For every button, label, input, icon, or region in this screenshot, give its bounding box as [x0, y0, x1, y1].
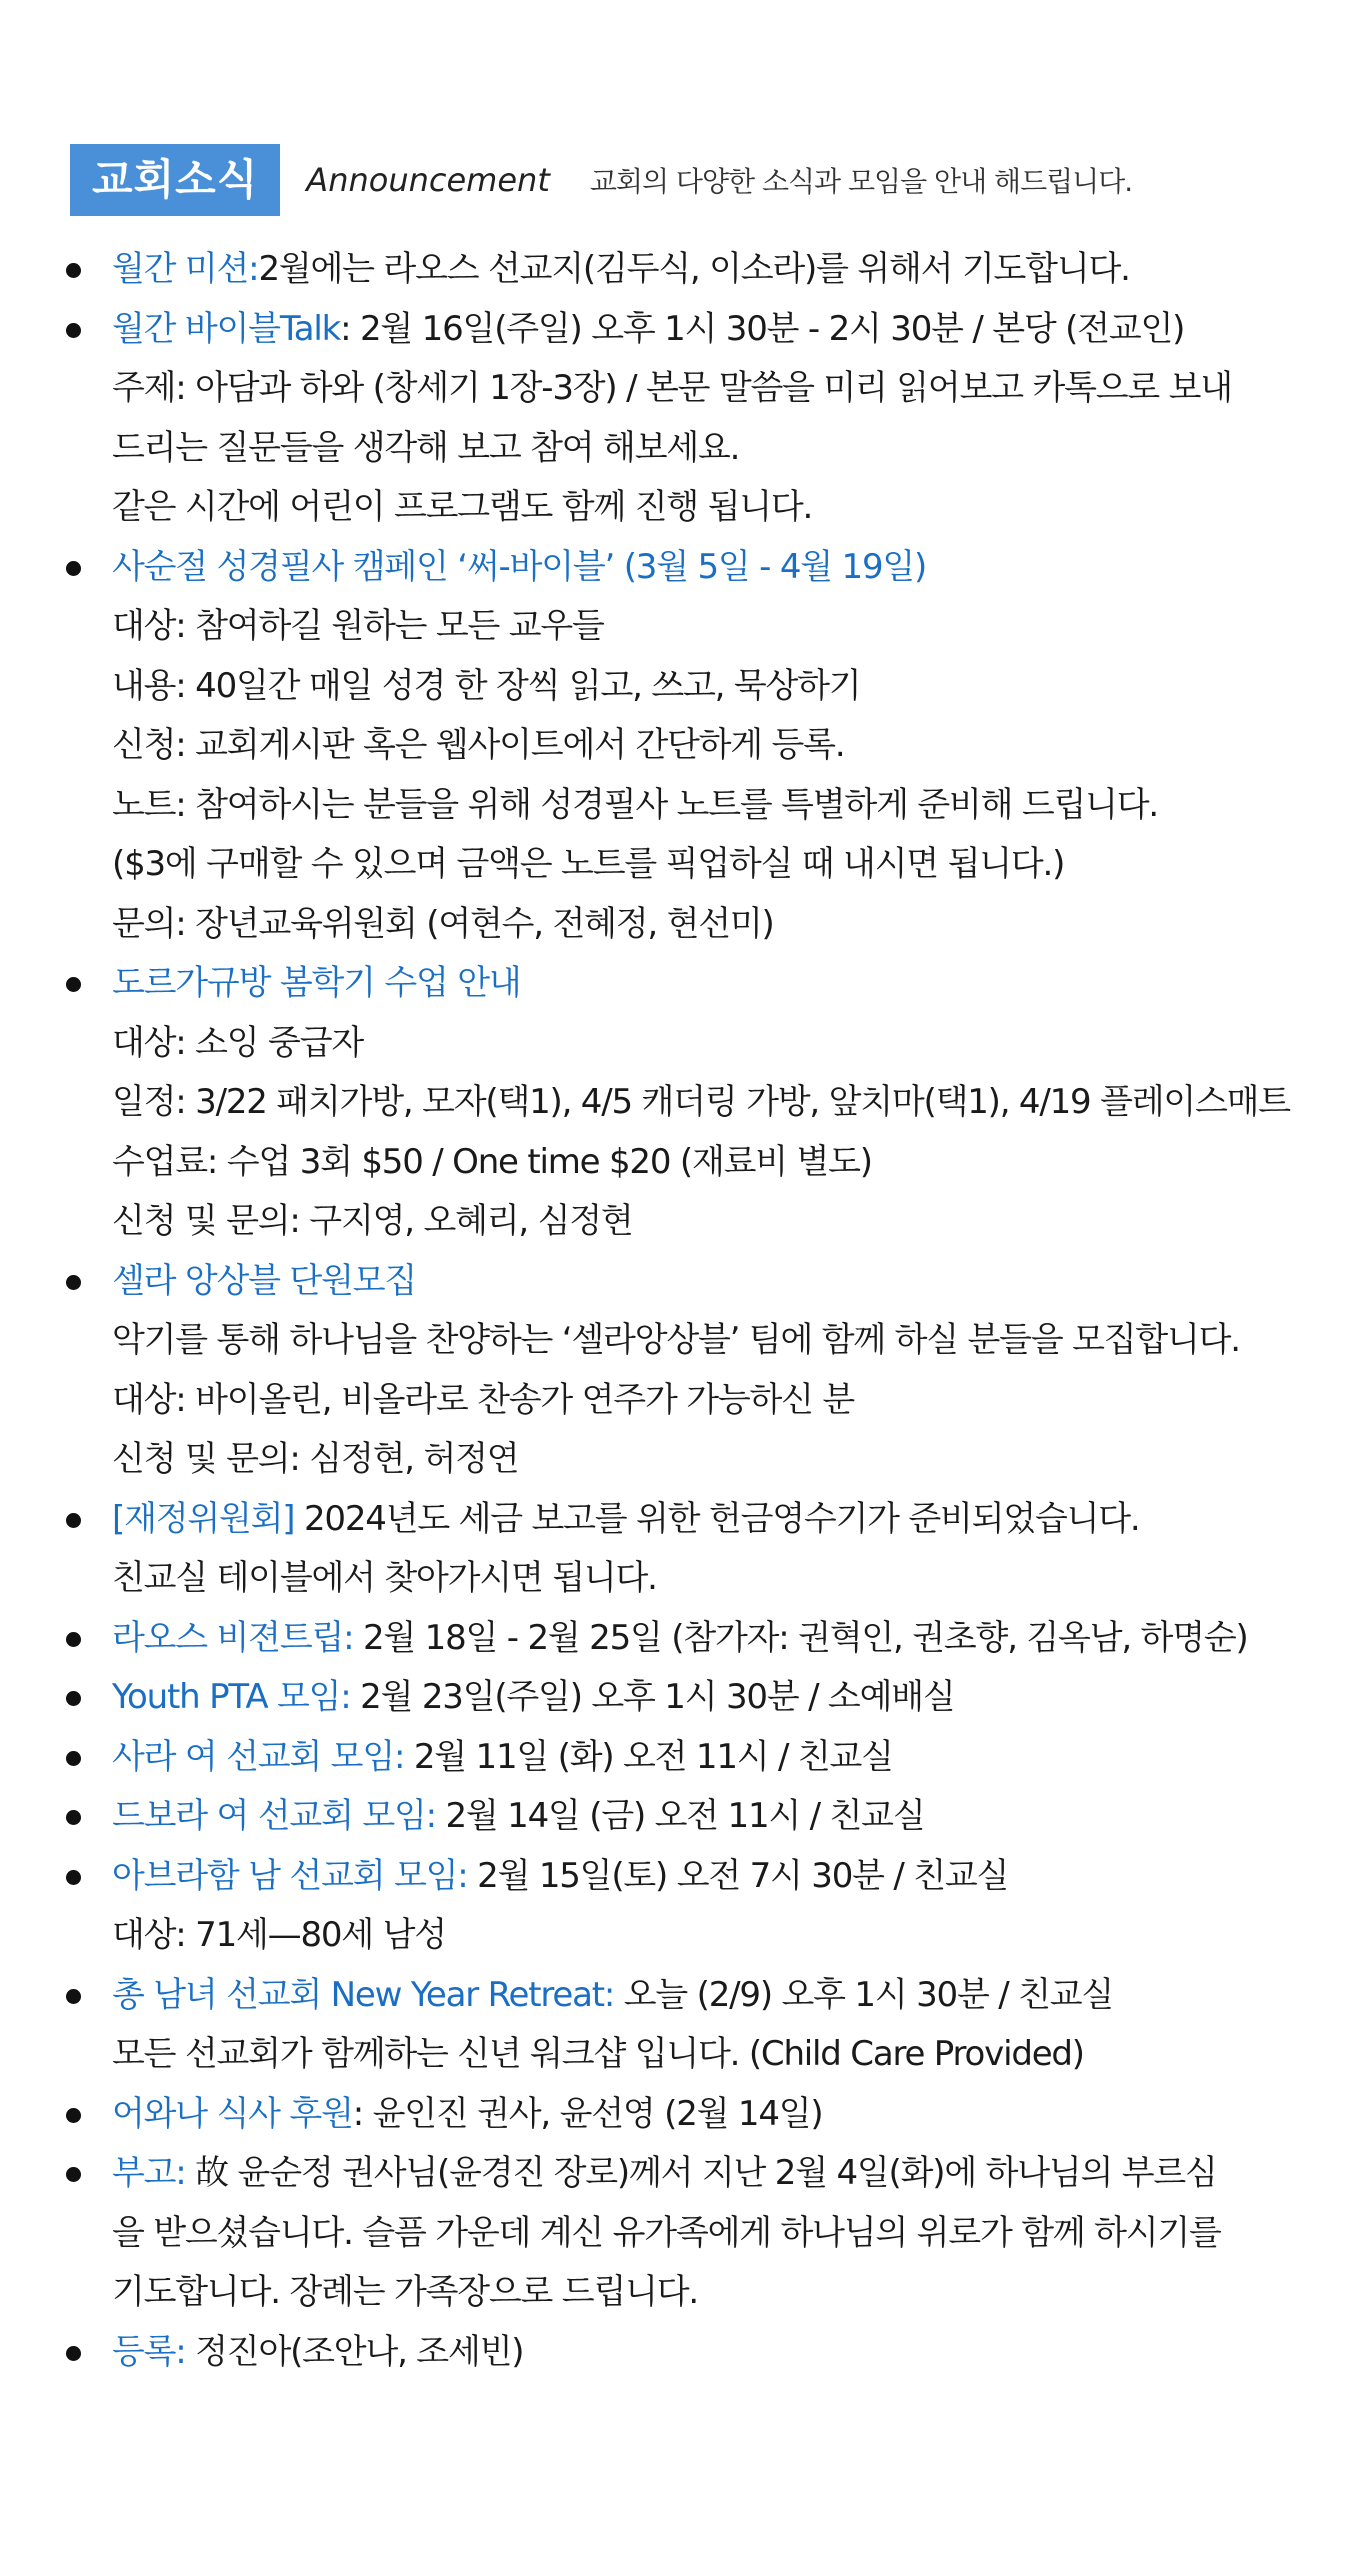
bullet-icon — [66, 1275, 81, 1290]
announcement-line: 대상: 71세—80세 남성 — [112, 1915, 446, 1955]
announcement-line — [112, 300, 1336, 360]
announcement-list — [0, 240, 1366, 2382]
announcement-line — [112, 1847, 1336, 1907]
announcement-item — [0, 300, 1366, 538]
announcement-label: 부고: — [112, 2153, 186, 2193]
announcement-line — [112, 1668, 1336, 1728]
announcement-text: 故 윤순정 권사님(윤경진 장로)께서 지난 2월 4일(화)에 하나님의 부르심 — [185, 2153, 1217, 2193]
bullet-icon — [66, 561, 81, 576]
announcement-label: [재정위원회] — [112, 1498, 295, 1539]
announcement-item — [0, 2323, 1366, 2383]
announcement-line — [112, 2085, 1336, 2145]
announcement-label: 사라 여 선교회 모임: — [112, 1736, 405, 1777]
announcement-label: 셀라 앙상블 단원모집 — [112, 1260, 417, 1301]
announcement-item — [0, 1787, 1366, 1847]
announcement-item — [0, 1728, 1366, 1788]
announcement-line — [112, 1490, 1336, 1550]
bullet-icon — [66, 2167, 81, 2182]
announcement-item — [0, 2085, 1366, 2145]
announcement-line — [112, 2144, 1336, 2204]
announcement-text: 2월 23일(주일) 오후 1시 30분 / 소예배실 — [350, 1677, 955, 1717]
bullet-icon — [66, 1632, 81, 1647]
section-description: 교회의 다양한 소식과 모임을 안내 해드립니다. — [589, 165, 1133, 198]
announcement-line: 노트: 참여하시는 분들을 위해 성경필사 노트를 특별하게 준비해 드립니다. — [112, 784, 1159, 825]
announcement-label: 사순절 성경필사 캠페인 ‘써-바이블’ (3월 5일 - 4월 19일) — [112, 546, 927, 587]
announcement-label: Youth PTA 모임: — [112, 1677, 351, 1717]
announcement-line: 내용: 40일간 매일 성경 한 장씩 읽고, 쓰고, 묵상하기 — [112, 665, 861, 706]
announcement-line — [112, 1252, 1336, 1312]
announcement-item — [0, 1966, 1366, 2085]
announcement-line: 악기를 통해 하나님을 찬양하는 ‘셀라앙상블’ 팀에 함께 하실 분들을 모집합니다. — [112, 1320, 1240, 1360]
bullet-icon — [66, 977, 81, 992]
announcement-item — [0, 2144, 1366, 2323]
announcement-line — [112, 1966, 1336, 2026]
section-title: 교회소식 — [70, 144, 280, 216]
announcement-text: : 윤인진 권사, 윤선영 (2월 14일) — [352, 2093, 823, 2134]
announcement-line: 을 받으셨습니다. 슬픔 가운데 계신 유가족에게 하나님의 위로가 함께 하시기를 — [112, 2212, 1221, 2253]
bullet-icon — [66, 2108, 81, 2123]
announcement-line — [112, 1609, 1336, 1669]
bullet-icon — [66, 1751, 81, 1766]
announcement-line — [112, 1728, 1336, 1788]
bullet-icon — [66, 1513, 81, 1528]
announcement-label: 드보라 여 선교회 모임: — [112, 1796, 436, 1836]
announcement-line: 신청 및 문의: 심정현, 허정연 — [112, 1439, 519, 1479]
bullet-icon — [66, 2346, 81, 2361]
announcement-line: 신청 및 문의: 구지영, 오혜리, 심정현 — [112, 1201, 633, 1241]
announcement-line: 수업료: 수업 3회 $50 / One time $20 (재료비 별도) — [112, 1141, 872, 1182]
announcement-label: 등록: — [112, 2331, 186, 2372]
announcement-line: ($3에 구매할 수 있으며 금액은 노트를 픽업하실 때 내시면 됩니다.) — [112, 844, 1065, 884]
announcement-item — [0, 1609, 1366, 1669]
bullet-icon — [66, 1989, 81, 2004]
announcement-label: 라오스 비젼트립: — [112, 1617, 354, 1658]
announcement-line: 문의: 장년교육위원회 (여현수, 전혜정, 현선미) — [112, 903, 774, 944]
announcement-line: 같은 시간에 어린이 프로그램도 함께 진행 됩니다. — [112, 487, 813, 527]
announcement-line — [112, 1787, 1336, 1847]
announcement-item — [0, 240, 1366, 300]
announcement-line: 기도합니다. 장례는 가족장으로 드립니다. — [112, 2272, 698, 2312]
announcement-line: 모든 선교회가 함께하는 신년 워크샵 입니다. (Child Care Provided) — [112, 2034, 1084, 2074]
announcement-item — [0, 538, 1366, 955]
announcement-item — [0, 1252, 1366, 1490]
announcement-line — [112, 2323, 1336, 2383]
bullet-icon — [66, 1870, 81, 1885]
announcement-label: 도르가규방 봄학기 수업 안내 — [112, 963, 521, 1003]
announcement-line: 주제: 아담과 하와 (창세기 1장-3장) / 본문 말씀을 미리 읽어보고 카톡으로 보내 — [112, 368, 1232, 408]
announcement-text: 2월 18일 - 2월 25일 (참가자: 권혁인, 권초향, 김옥남, 하명순) — [353, 1617, 1248, 1658]
bullet-icon — [66, 263, 81, 278]
announcement-header — [70, 144, 1132, 216]
announcement-text: 2월 11일 (화) 오전 11시 / 친교실 — [404, 1736, 893, 1777]
announcement-text: 오늘 (2/9) 오후 1시 30분 / 친교실 — [614, 1974, 1114, 2015]
announcement-label: 월간 미션: — [112, 249, 259, 289]
announcement-label: 월간 바이블Talk — [112, 308, 341, 349]
announcement-line: 일정: 3/22 패치가방, 모자(택1), 4/5 캐더링 가방, 앞치마(택1), 4/19 플레이스매트 — [112, 1082, 1290, 1122]
announcement-label: 아브라함 남 선교회 모임: — [112, 1855, 468, 1896]
announcement-item — [0, 1490, 1366, 1609]
announcement-item — [0, 954, 1366, 1252]
bullet-icon — [66, 1810, 81, 1825]
announcement-line: 대상: 소잉 중급자 — [112, 1022, 363, 1063]
announcement-line — [112, 538, 1336, 598]
announcement-item — [0, 1668, 1366, 1728]
announcement-line: 드리는 질문들을 생각해 보고 참여 해보세요. — [112, 427, 740, 468]
announcement-text: 2월에는 라오스 선교지(김두식, 이소라)를 위해서 기도합니다. — [258, 249, 1130, 289]
bullet-icon — [66, 1691, 81, 1706]
announcement-line: 친교실 테이블에서 찾아가시면 됩니다. — [112, 1558, 657, 1598]
announcement-item — [0, 1847, 1366, 1966]
announcement-text: : 2월 16일(주일) 오후 1시 30분 - 2시 30분 / 본당 (전교인) — [340, 308, 1185, 349]
announcement-text: 2월 15일(토) 오전 7시 30분 / 친교실 — [467, 1855, 1009, 1896]
announcement-line — [112, 954, 1336, 1014]
announcement-text: 2024년도 세금 보고를 위한 헌금영수기가 준비되었습니다. — [294, 1498, 1140, 1539]
announcement-line: 대상: 참여하길 원하는 모든 교우들 — [112, 606, 604, 646]
announcement-text: 2월 14일 (금) 오전 11시 / 친교실 — [435, 1796, 925, 1836]
announcement-text: 정진아(조안나, 조세빈) — [185, 2331, 524, 2372]
announcement-line — [112, 240, 1336, 300]
section-subtitle-en: Announcement — [306, 161, 550, 199]
announcement-line: 대상: 바이올린, 비올라로 찬송가 연주가 가능하신 분 — [112, 1379, 855, 1420]
announcement-line: 신청: 교회게시판 혹은 웹사이트에서 간단하게 등록. — [112, 725, 845, 765]
bullet-icon — [66, 323, 81, 338]
announcement-label: 어와나 식사 후원 — [112, 2093, 353, 2134]
announcement-label: 총 남녀 선교회 New Year Retreat: — [112, 1974, 615, 2015]
